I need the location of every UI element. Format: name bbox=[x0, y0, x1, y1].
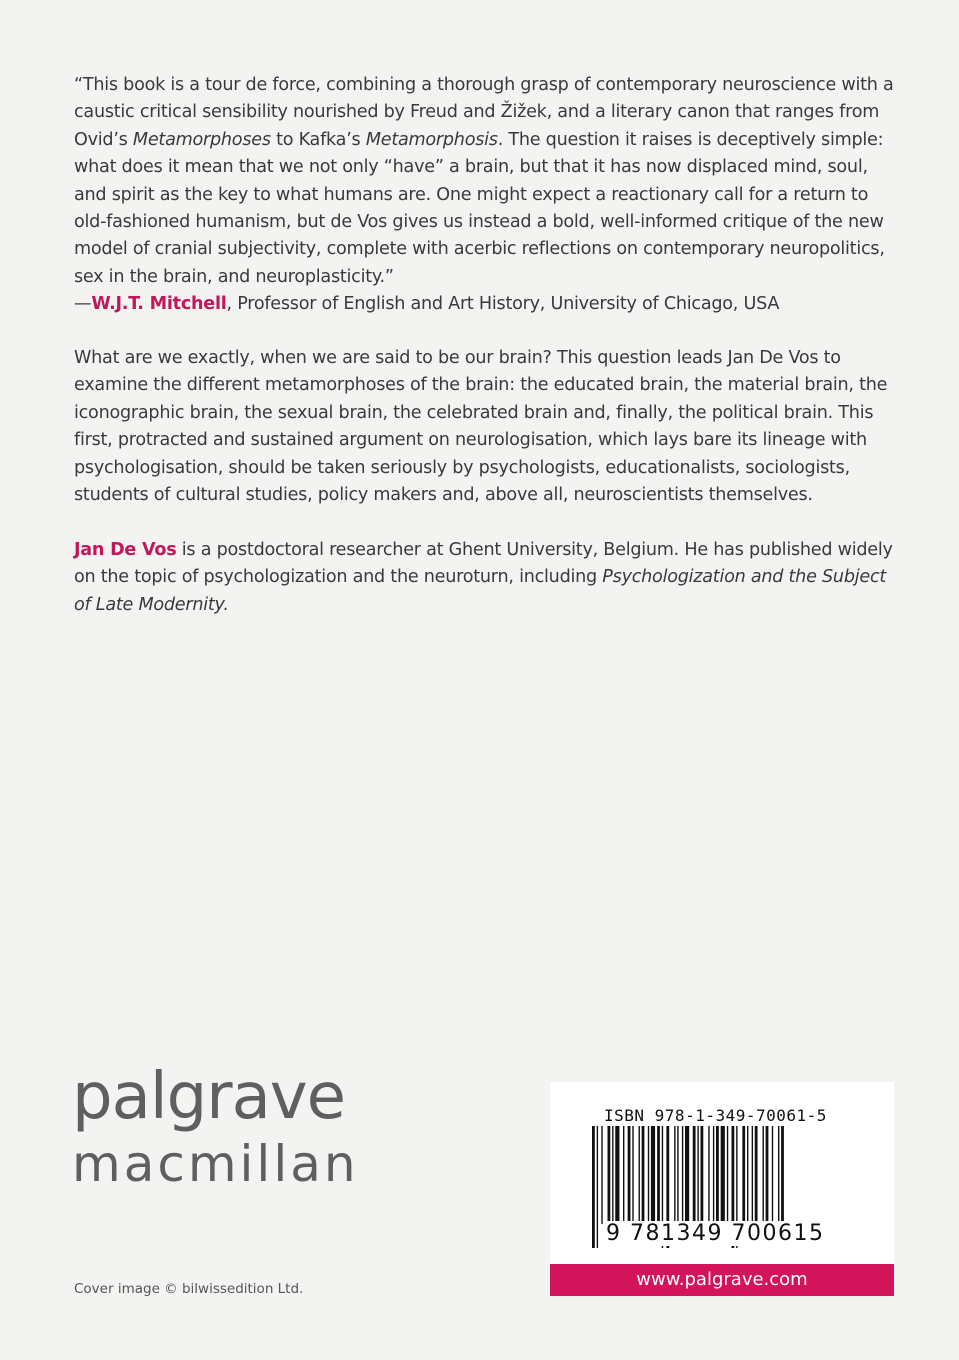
barcode-bar bbox=[727, 1126, 728, 1224]
isbn-label: ISBN 978-1-349-70061-5 bbox=[604, 1106, 827, 1125]
quote-title-metamorphoses: Metamorphoses bbox=[132, 129, 271, 150]
barcode-bar bbox=[685, 1126, 689, 1224]
barcode-bar bbox=[721, 1126, 725, 1224]
barcode-bar bbox=[772, 1126, 773, 1224]
barcode-bar bbox=[701, 1126, 704, 1224]
publisher-logo-line2: macmillan bbox=[72, 1135, 359, 1193]
barcode-bar bbox=[752, 1126, 753, 1224]
barcode-bar bbox=[697, 1126, 698, 1224]
quote-author: W.J.T. Mitchell bbox=[91, 294, 227, 315]
barcode-bar bbox=[742, 1126, 745, 1224]
barcode-bar bbox=[755, 1126, 758, 1224]
barcode-bar bbox=[778, 1126, 779, 1224]
barcode-panel bbox=[550, 1082, 894, 1265]
quote-title-metamorphosis: Metamorphosis bbox=[365, 129, 498, 150]
quote-text-start: “This book is a tour de force, combining a thorough grasp of contemporary neuroscience with a caustic critical sensibility nourished by Freud and Žižek, and a literary canon that ranges from Ovid’s bbox=[74, 75, 894, 150]
author-name: Jan De Vos bbox=[74, 540, 177, 560]
barcode-bar bbox=[693, 1126, 696, 1224]
publisher-url[interactable]: www.palgrave.com bbox=[550, 1264, 894, 1296]
barcode-bar bbox=[677, 1126, 678, 1224]
barcode-bar bbox=[713, 1126, 714, 1224]
cover-image-credit: Cover image © bilwissedition Ltd. bbox=[74, 1281, 304, 1297]
barcode-bar bbox=[628, 1126, 631, 1224]
quote-affiliation: , Professor of English and Art History, University of Chicago, USA bbox=[226, 294, 780, 315]
barcode-bar bbox=[623, 1126, 624, 1224]
barcode-bar bbox=[763, 1126, 764, 1224]
barcode-bar bbox=[632, 1126, 633, 1224]
barcode-bar bbox=[747, 1126, 748, 1224]
author-book-title: Psychologization and the Subject of Late Modernity. bbox=[74, 567, 887, 615]
barcode-bar bbox=[648, 1126, 649, 1224]
barcode-bar bbox=[615, 1126, 619, 1224]
barcode-bar bbox=[601, 1126, 602, 1224]
barcode-bar bbox=[716, 1126, 719, 1224]
quote-text-mid: to Kafka’s bbox=[270, 129, 366, 150]
endorsement-quote bbox=[74, 72, 904, 319]
barcode-bar bbox=[766, 1126, 769, 1224]
barcode-bar bbox=[597, 1126, 598, 1248]
barcode-bar bbox=[608, 1126, 611, 1224]
quote-text-rest: . The question it raises is deceptively simple: what does it mean that we not only “have” a brain, but that it has now displaced mind, soul, and spirit as the key to what humans are. One might expect a reactionary call for a return to old-fashioned humanism, but de Vos gives us instead a bold, well-informed critique of the new model of cranial subjectivity, complete with acerbic reflections on contemporary neuropolitics, sex in the brain, and neuroplasticity.” bbox=[74, 129, 885, 287]
publisher-logo bbox=[72, 1060, 359, 1194]
barcode-bar bbox=[708, 1126, 709, 1224]
barcode-bar bbox=[642, 1126, 645, 1224]
barcode-bar bbox=[651, 1126, 655, 1224]
barcode-bar bbox=[639, 1126, 640, 1224]
barcode-bar bbox=[674, 1126, 675, 1224]
author-bio bbox=[74, 537, 904, 619]
barcode-bar bbox=[781, 1126, 784, 1224]
barcode-bar bbox=[592, 1126, 595, 1248]
barcode-bar bbox=[612, 1126, 613, 1224]
barcode-bar bbox=[657, 1126, 660, 1224]
book-description: What are we exactly, when we are said to be our brain? This question leads Jan De Vos to examine the different metamorphoses of the brain: the educated brain, the material brain, the iconographic brain, the sexual brain, the celebrated brain and, finally, the political brain. This first, protracted and sustained argument on neurologisation, which lays bare its lineage with psychologisation, should be taken seriously by psychologists, educationalists, sociologists, students of cultural studies, policy makers and, above all, neuroscientists themselves. bbox=[74, 348, 888, 506]
barcode-digits: 9 781349 700615 bbox=[606, 1221, 846, 1246]
quote-dash: — bbox=[74, 294, 92, 315]
publisher-logo-line1: palgrave bbox=[72, 1060, 346, 1134]
author-bio-text: is a postdoctoral researcher at Ghent University, Belgium. He has published widely on the topic of psychologization and the neuroturn, including bbox=[74, 540, 893, 588]
barcode-bar bbox=[682, 1126, 683, 1224]
